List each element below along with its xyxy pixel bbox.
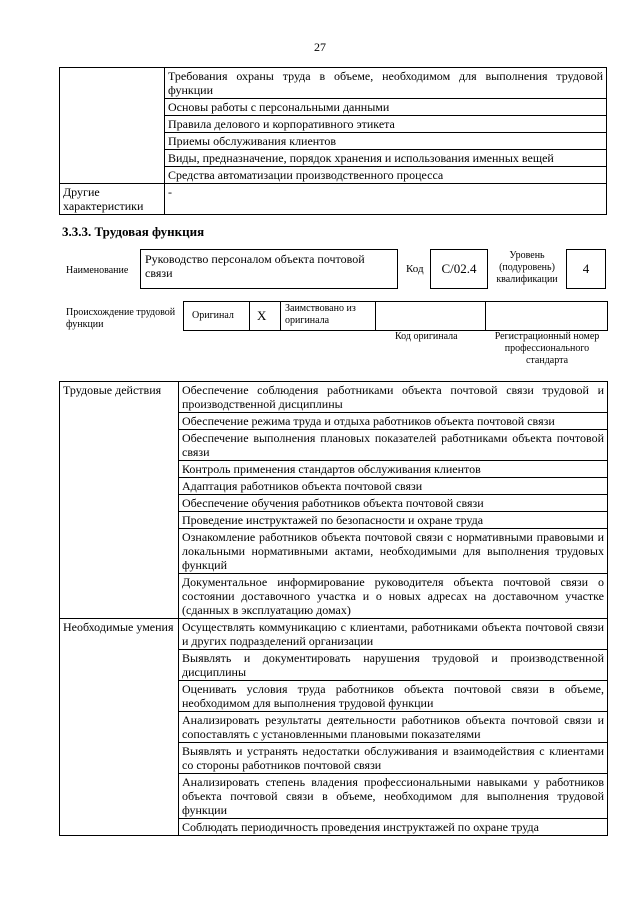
- table-row: [60, 184, 607, 215]
- skill-item: Анализировать результаты деятельности работников объекта почтовой связи и сопоставлять с установленными плановыми показателями: [179, 712, 608, 743]
- section-heading: 3.3.3. Трудовая функция: [62, 224, 205, 239]
- action-item: Обеспечение соблюдения работниками объекта почтовой связи трудовой и производственной дисциплины: [179, 382, 608, 413]
- skill-item: Выявлять и документировать нарушения трудовой и производственной дисциплины: [179, 650, 608, 681]
- action-item: Обеспечение обучения работников объекта почтовой связи: [179, 495, 608, 512]
- code-value: С/02.4: [430, 249, 488, 289]
- skill-item: Анализировать степень владения профессиональными навыками у работников объекта почтовой связи в объеме, необходимом для выполнения трудовой функции: [179, 774, 608, 819]
- level-label: Уровень (подуровень) квалификации: [496, 250, 558, 285]
- action-item: Адаптация работников объекта почтовой связи: [179, 478, 608, 495]
- table-cell: Приемы обслуживания клиентов: [165, 133, 607, 150]
- action-item: Ознакомление работников объекта почтовой связи с нормативными правовыми и локальными нормативными актами, необходимыми для выполнения трудовых функций: [179, 529, 608, 574]
- action-item: Документальное информирование руководителя объекта почтовой связи о состоянии доставочного участка и о новых адресах на доставочном участке (сданных в эксплуатацию домах): [179, 574, 608, 619]
- origin-label: Происхождение трудовой функции: [66, 307, 176, 330]
- table-row: [60, 619, 608, 650]
- table-row: [60, 382, 608, 413]
- table-cell: Средства автоматизации производственного процесса: [165, 167, 607, 184]
- skill-item: Оценивать условия труда работников объекта почтовой связи в объеме, необходимом для выполнения трудовой функции: [179, 681, 608, 712]
- skills-label: Необходимые умения: [60, 619, 179, 836]
- divider: [280, 301, 281, 331]
- actions-label: Трудовые действия: [60, 382, 179, 619]
- skill-item: Осуществлять коммуникацию с клиентами, работниками объекта почтовой связи и других подразделений организации: [179, 619, 608, 650]
- action-item: Обеспечение выполнения плановых показателей работниками объекта почтовой связи: [179, 430, 608, 461]
- page-number: 27: [314, 40, 326, 54]
- divider: [485, 301, 486, 331]
- reg-number-label: Регистрационный номер профессионального стандарта: [494, 331, 600, 366]
- divider: [375, 301, 376, 331]
- origin-box: [183, 301, 608, 331]
- table-row: [60, 68, 607, 99]
- knowledge-table: [59, 67, 607, 215]
- table-cell: Виды, предназначение, порядок хранения и использования именных вещей: [165, 150, 607, 167]
- action-item: Обеспечение режима труда и отдыха работников объекта почтовой связи: [179, 413, 608, 430]
- skill-item: Выявлять и устранять недостатки обслуживания и взаимодействия с клиентами со стороны работников почтовой связи: [179, 743, 608, 774]
- original-label: Оригинал: [192, 310, 234, 321]
- action-item: Контроль применения стандартов обслуживания клиентов: [179, 461, 608, 478]
- empty-label-cell: [60, 68, 165, 184]
- table-cell: Требования охраны труда в объеме, необходимом для выполнения трудовой функции: [165, 68, 607, 99]
- borrowed-label: Заимствовано из оригинала: [285, 303, 356, 326]
- table-cell: Правила делового и корпоративного этикета: [165, 116, 607, 133]
- other-label: Другие характеристики: [60, 184, 165, 215]
- other-value: -: [165, 184, 607, 215]
- actions-skills-table: [59, 381, 608, 836]
- code-original-label: Код оригинала: [395, 331, 458, 342]
- level-value: 4: [566, 249, 606, 289]
- name-value: Руководство персоналом объекта почтовой связи: [140, 249, 398, 289]
- name-label: Наименование: [66, 265, 129, 276]
- skill-item: Соблюдать периодичность проведения инструктажей по охране труда: [179, 819, 608, 836]
- divider: [249, 301, 250, 331]
- action-item: Проведение инструктажей по безопасности и охране труда: [179, 512, 608, 529]
- original-mark: X: [257, 308, 267, 323]
- code-label: Код: [406, 263, 424, 275]
- table-cell: Основы работы с персональными данными: [165, 99, 607, 116]
